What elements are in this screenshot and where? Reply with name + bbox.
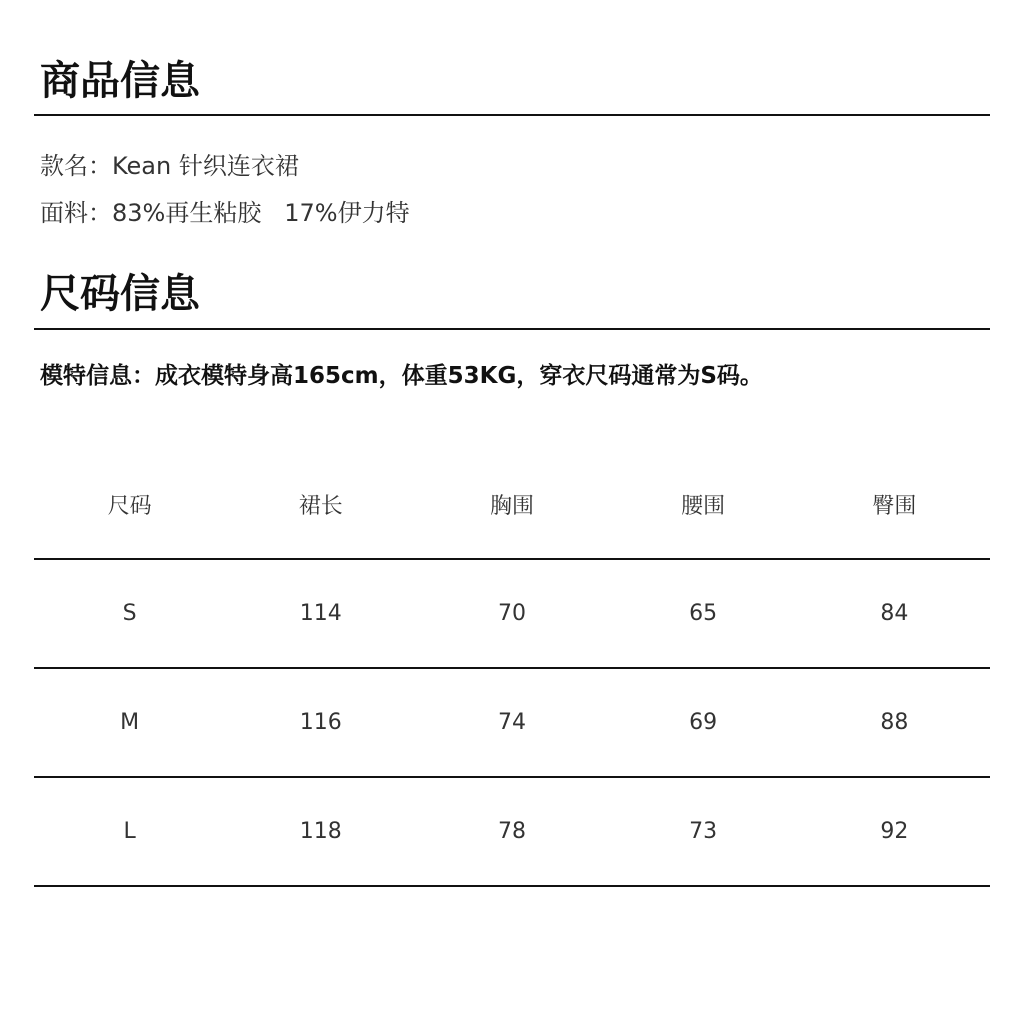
cell-size: M xyxy=(34,668,225,777)
size-info-divider xyxy=(34,328,990,330)
header-waist: 腰围 xyxy=(608,450,799,559)
cell-waist: 73 xyxy=(608,777,799,886)
cell-length: 118 xyxy=(225,777,416,886)
fabric-line xyxy=(40,198,410,228)
model-info: 模特信息：成衣模特身高165cm，体重53KG，穿衣尺码通常为S码。 xyxy=(40,363,763,389)
header-hip: 臀围 xyxy=(799,450,990,559)
cell-hip: 92 xyxy=(799,777,990,886)
table-row xyxy=(34,559,990,668)
product-info-divider xyxy=(34,114,990,116)
style-name-label: 款名： xyxy=(40,152,112,180)
size-table xyxy=(34,450,990,887)
cell-bust: 74 xyxy=(416,668,607,777)
style-name-line xyxy=(40,151,299,181)
header-bust: 胸围 xyxy=(416,450,607,559)
cell-size: S xyxy=(34,559,225,668)
cell-waist: 65 xyxy=(608,559,799,668)
size-table-header-row xyxy=(34,450,990,559)
product-info-title: 商品信息 xyxy=(40,58,200,104)
cell-size: L xyxy=(34,777,225,886)
cell-hip: 84 xyxy=(799,559,990,668)
size-info-title: 尺码信息 xyxy=(40,271,200,317)
style-name-value: Kean 针织连衣裙 xyxy=(112,152,299,180)
cell-bust: 78 xyxy=(416,777,607,886)
cell-length: 114 xyxy=(225,559,416,668)
header-length: 裙长 xyxy=(225,450,416,559)
fabric-value: 83%再生粘胶 17%伊力特 xyxy=(112,199,410,227)
cell-hip: 88 xyxy=(799,668,990,777)
cell-waist: 69 xyxy=(608,668,799,777)
header-size: 尺码 xyxy=(34,450,225,559)
cell-length: 116 xyxy=(225,668,416,777)
fabric-label: 面料： xyxy=(40,199,112,227)
table-row xyxy=(34,668,990,777)
table-row xyxy=(34,777,990,886)
cell-bust: 70 xyxy=(416,559,607,668)
